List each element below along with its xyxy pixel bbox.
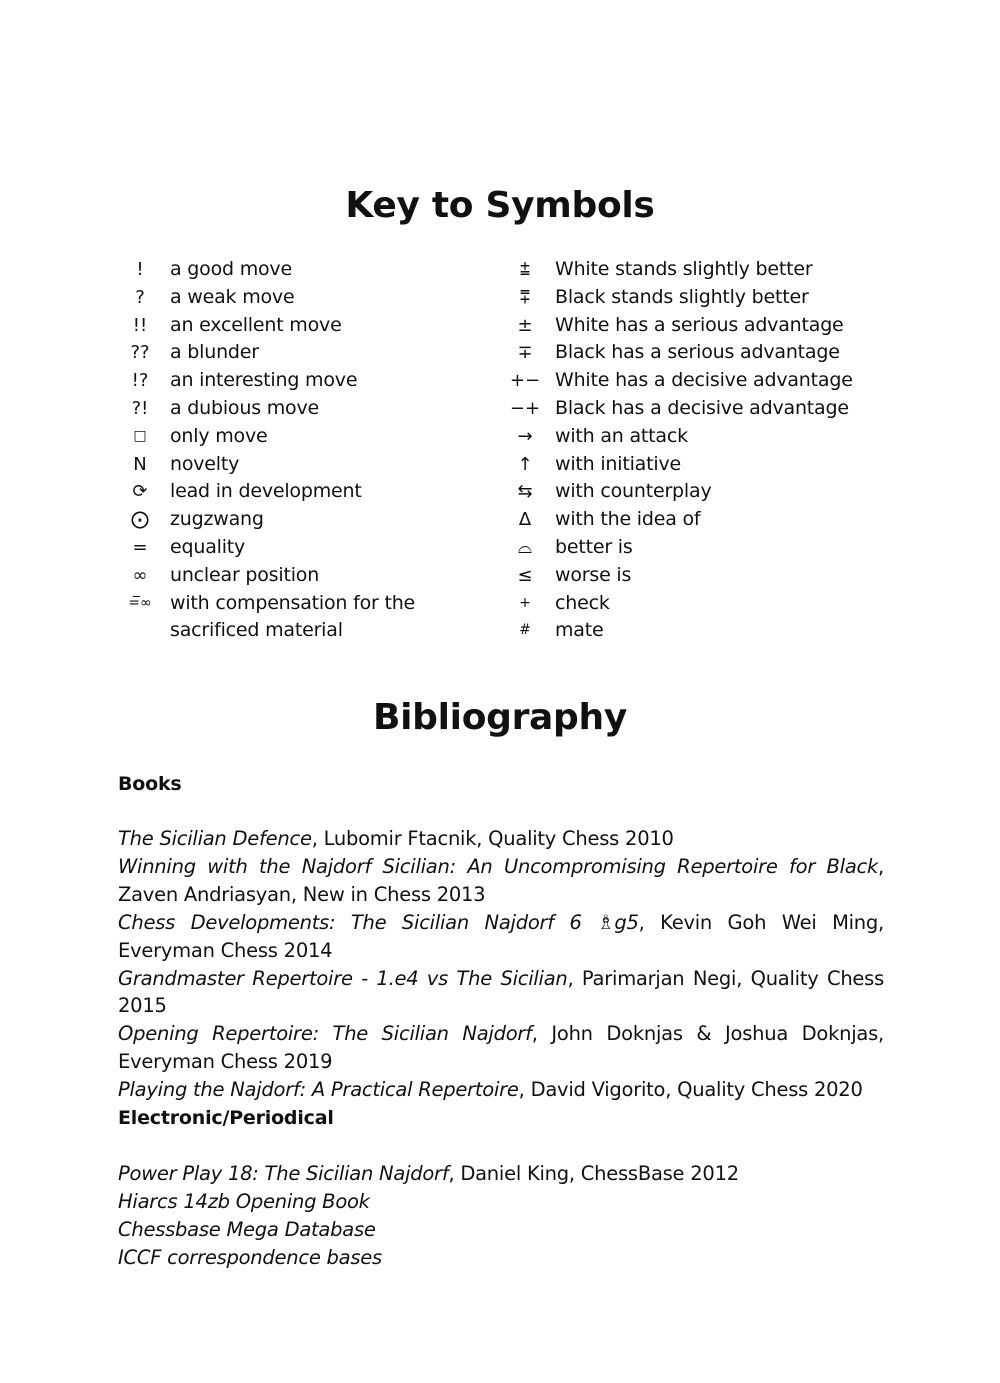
only-move-square-icon: □ [133, 427, 147, 444]
symbol-row [495, 590, 935, 618]
electronic-entry [118, 1216, 884, 1244]
symbol-row [495, 478, 935, 506]
symbol-row [495, 562, 935, 590]
compensation-icon: =̅∞ [128, 594, 152, 611]
symbol-description: Black has a decisive advantage [555, 396, 849, 419]
electronic-details: , Daniel King, ChessBase 2012 [448, 1162, 739, 1185]
book-entry [118, 825, 884, 853]
symbol-row [495, 256, 935, 284]
symbol-description: zugzwang [170, 508, 264, 531]
symbol-glyph: +− [509, 370, 541, 392]
zugzwang-circle-icon: ⨀ [131, 509, 149, 531]
symbol-row [110, 367, 500, 395]
symbol-description: an interesting move [170, 369, 358, 392]
symbol-list-left [110, 256, 500, 645]
symbol-description: an excellent move [170, 313, 342, 336]
development-arrow-icon: ⟳ [132, 481, 148, 503]
book-entry [118, 853, 884, 909]
book-details: , Kevin Goh Wei Ming, Everyman Chess 2014 [118, 910, 884, 962]
better-is-arc-icon: ⌓ [517, 536, 533, 558]
symbol-description: worse is [555, 563, 632, 586]
symbol-row [110, 534, 500, 562]
book-entry [118, 909, 884, 965]
symbol-row [110, 562, 500, 590]
book-entry [118, 1020, 884, 1076]
book-details: , David Vigorito, Quality Chess 2020 [518, 1078, 863, 1102]
symbol-description: lead in development [170, 480, 362, 503]
electronic-periodical-subheading: Electronic/Periodical [118, 1107, 334, 1129]
symbol-description: with initiative [555, 452, 681, 475]
symbol-description: only move [170, 424, 268, 447]
symbol-glyph: ≤ [517, 564, 533, 586]
key-to-symbols-heading: Key to Symbols [345, 185, 655, 226]
symbol-row [495, 506, 935, 534]
symbol-description: mate [555, 619, 604, 642]
books-subheading: Books [118, 773, 182, 795]
book-title: Grandmaster Repertoire - 1.e4 vs The Sicilian [118, 966, 568, 990]
symbol-description: White has a serious advantage [555, 313, 844, 336]
electronic-entry [118, 1160, 884, 1188]
symbol-glyph: ! [136, 259, 144, 280]
symbol-description: check [555, 591, 610, 614]
symbol-row [110, 395, 500, 423]
symbol-glyph: Δ [518, 509, 532, 531]
symbol-description: Black has a serious advantage [555, 341, 840, 364]
symbol-glyph: ? [135, 286, 145, 308]
right-arrow-icon: → [517, 425, 533, 447]
symbol-description: with an attack [555, 424, 688, 447]
symbol-description: with compensation for the sacrificed material [170, 591, 416, 642]
symbol-description: White has a decisive advantage [555, 369, 853, 392]
symbol-list-right [495, 256, 935, 645]
counterplay-arrows-icon: ⇆ [517, 481, 533, 503]
symbol-glyph: −+ [509, 397, 541, 419]
symbol-row [110, 256, 500, 284]
symbol-description: with counterplay [555, 480, 712, 503]
symbol-description: Black stands slightly better [555, 285, 809, 308]
symbol-description: a good move [170, 258, 292, 280]
books-list [118, 825, 884, 1104]
symbol-glyph: ⩱ [519, 286, 531, 308]
symbol-glyph: + [519, 594, 531, 611]
symbol-row [110, 312, 500, 340]
book-details: , Zaven Andriasyan, New in Chess 2013 [118, 854, 884, 906]
symbol-glyph: = [132, 536, 148, 558]
symbol-description: a weak move [170, 285, 295, 308]
symbol-row [495, 451, 935, 479]
symbol-row [495, 339, 935, 367]
symbol-row [495, 312, 935, 340]
up-arrow-icon: ↑ [517, 453, 533, 475]
symbol-row [495, 534, 935, 562]
symbol-row [110, 590, 500, 646]
electronic-title: Power Play 18: The Sicilian Najdorf [118, 1162, 449, 1185]
symbol-row [495, 617, 935, 645]
symbol-glyph: !? [131, 370, 149, 392]
book-title: Winning with the Najdorf Sicilian: An Uncompromising Repertoire for Black [118, 854, 879, 878]
electronic-title: Hiarcs 14zb Opening Book [118, 1189, 370, 1213]
symbol-row [110, 506, 500, 534]
symbol-glyph: ?! [131, 397, 149, 419]
book-title: The Sicilian Defence [118, 827, 312, 850]
symbol-row [495, 423, 935, 451]
symbol-glyph: N [133, 453, 147, 475]
book-title: Chess Developments: The Sicilian Najdorf 6 ♗g5 [118, 910, 639, 934]
electronic-list [118, 1160, 884, 1272]
symbol-glyph: # [519, 622, 531, 639]
symbol-row [110, 423, 500, 451]
symbol-description: novelty [170, 452, 240, 475]
symbol-row [495, 284, 935, 312]
symbol-row [110, 451, 500, 479]
book-entry [118, 965, 884, 1021]
book-entry [118, 1076, 884, 1104]
book-details: , John Doknjas & Joshua Doknjas, Everyman Chess 2019 [118, 1022, 884, 1074]
symbol-description: with the idea of [555, 508, 701, 531]
electronic-entry [118, 1188, 884, 1216]
symbol-description: better is [555, 535, 633, 558]
symbol-glyph: !! [132, 314, 148, 336]
symbol-row [110, 339, 500, 367]
symbol-glyph: ∓ [517, 342, 533, 364]
book-details: , Lubomir Ftacnik, Quality Chess 2010 [311, 827, 674, 850]
symbol-glyph: ⩲ [519, 259, 531, 280]
book-title: Playing the Najdorf: A Practical Repertoire [118, 1078, 519, 1102]
symbol-row [495, 395, 935, 423]
symbol-description: equality [170, 535, 246, 558]
symbol-row [110, 478, 500, 506]
symbol-row [495, 367, 935, 395]
book-title: Opening Repertoire: The Sicilian Najdorf [118, 1022, 532, 1046]
symbol-description: a blunder [170, 341, 259, 364]
symbol-description: unclear position [170, 563, 320, 586]
symbol-glyph: ?? [130, 342, 150, 364]
book-details: , Parimarjan Negi, Quality Chess 2015 [118, 966, 885, 1018]
bibliography-heading: Bibliography [372, 697, 628, 738]
electronic-entry [118, 1244, 884, 1272]
symbol-glyph: ∞ [132, 564, 148, 586]
symbol-description: White stands slightly better [555, 258, 813, 280]
symbol-glyph: ± [517, 314, 533, 336]
symbol-row [110, 284, 500, 312]
electronic-title: ICCF correspondence bases [118, 1245, 382, 1269]
symbol-description: a dubious move [170, 396, 319, 419]
electronic-title: Chessbase Mega Database [118, 1217, 376, 1241]
